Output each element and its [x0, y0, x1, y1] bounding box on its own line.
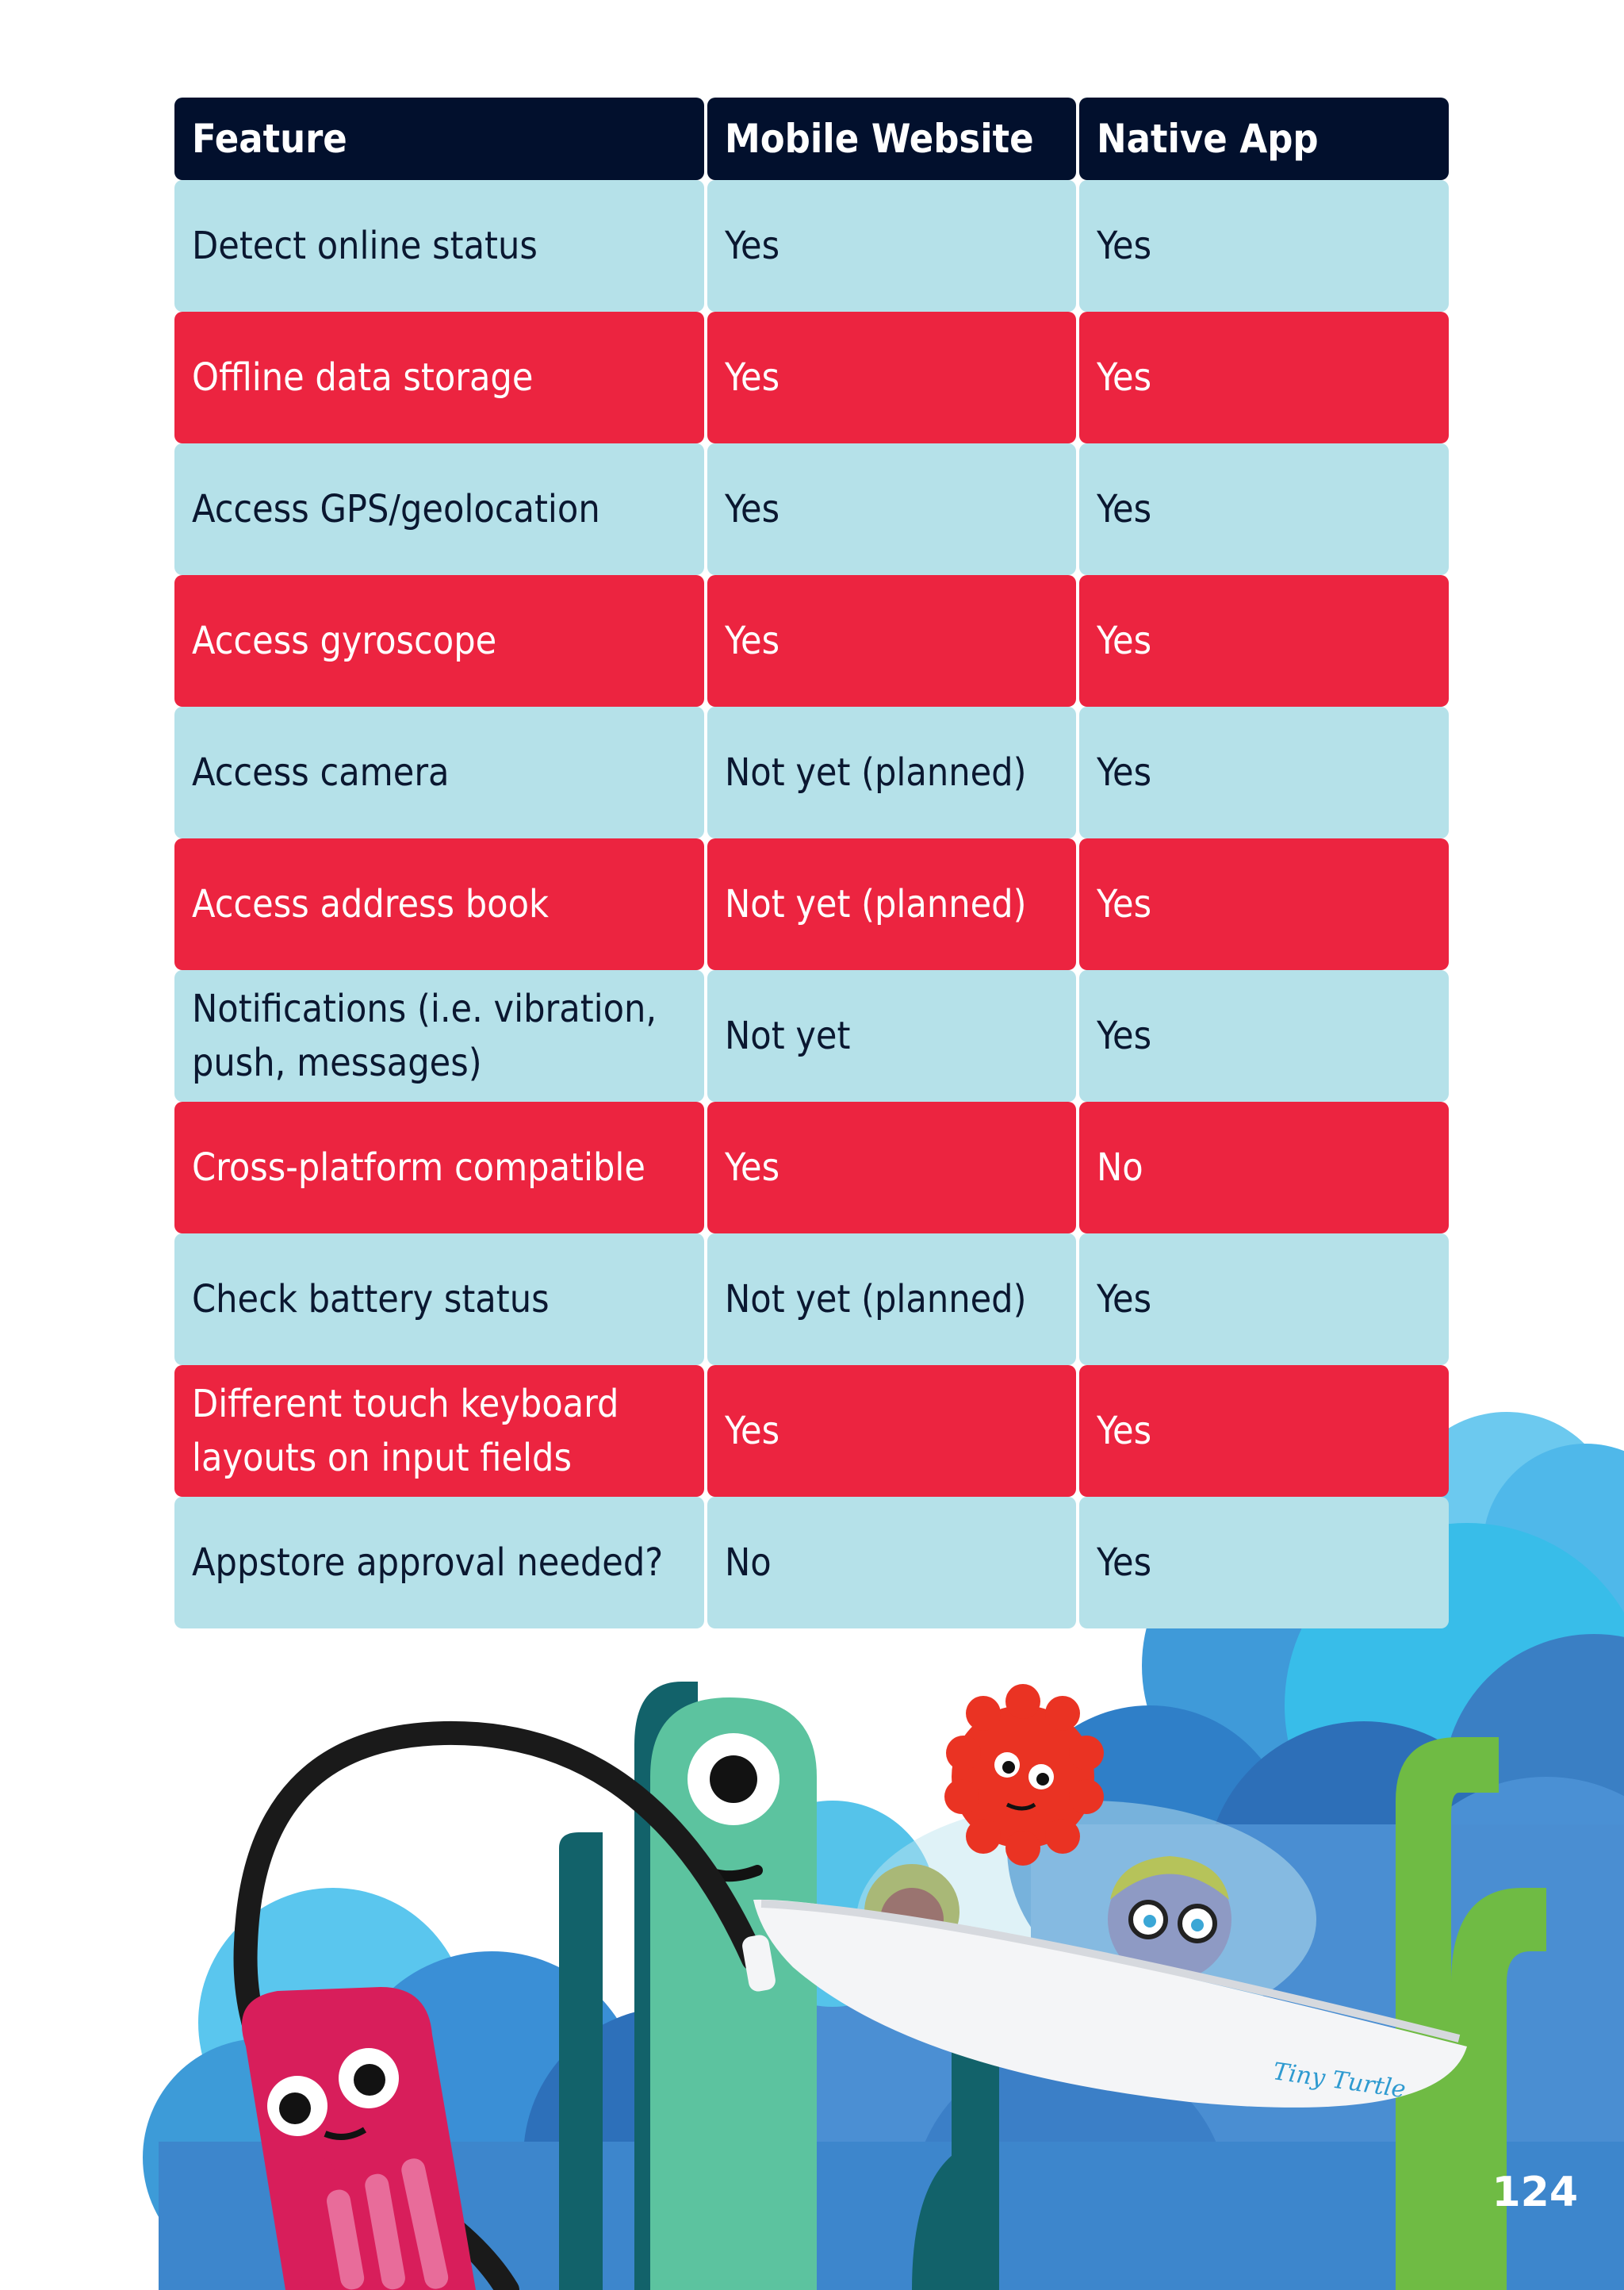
table-cell: Notifications (i.e. vibration, push, messages): [174, 970, 704, 1102]
table-cell: Access address book: [174, 838, 704, 970]
table-cell: Yes: [1079, 312, 1449, 443]
table-cell: Yes: [707, 1365, 1076, 1497]
table-cell: Different touch keyboard layouts on input fields: [174, 1365, 704, 1497]
table-cell: Yes: [707, 312, 1076, 443]
table-cell: Yes: [1079, 1497, 1449, 1628]
table-cell: No: [1079, 1102, 1449, 1233]
table-cell: Yes: [707, 180, 1076, 312]
table-cell: No: [707, 1497, 1076, 1628]
table-cell: Access gyroscope: [174, 575, 704, 707]
table-cell: Not yet (planned): [707, 838, 1076, 970]
header-mobile-website: Mobile Website: [707, 98, 1076, 180]
feature-comparison-table: [174, 98, 1449, 1628]
table-cell: Cross-platform compatible: [174, 1102, 704, 1233]
table-cell: Yes: [1079, 1365, 1449, 1497]
table-cell: Yes: [707, 575, 1076, 707]
table-cell: Yes: [1079, 838, 1449, 970]
table-cell: Yes: [1079, 575, 1449, 707]
table-cell: Check battery status: [174, 1233, 704, 1365]
table-cell: Not yet (planned): [707, 707, 1076, 838]
page-number: 124: [1492, 2169, 1578, 2216]
header-feature: Feature: [174, 98, 704, 180]
table-cell: Not yet: [707, 970, 1076, 1102]
table-cell: Yes: [1079, 1233, 1449, 1365]
table-cell: Access camera: [174, 707, 704, 838]
table-cell: Offline data storage: [174, 312, 704, 443]
header-native-app: Native App: [1079, 98, 1449, 180]
table-cell: Detect online status: [174, 180, 704, 312]
table-cell: Yes: [707, 443, 1076, 575]
table-cell: Yes: [1079, 443, 1449, 575]
table-cell: Access GPS/geolocation: [174, 443, 704, 575]
table-cell: Yes: [707, 1102, 1076, 1233]
table-cell: Not yet (planned): [707, 1233, 1076, 1365]
table-cell: Yes: [1079, 180, 1449, 312]
table-cell: Appstore approval needed?: [174, 1497, 704, 1628]
table-cell: Yes: [1079, 707, 1449, 838]
boat-label: Tiny Turtle: [1271, 2058, 1408, 2104]
table-cell: Yes: [1079, 970, 1449, 1102]
